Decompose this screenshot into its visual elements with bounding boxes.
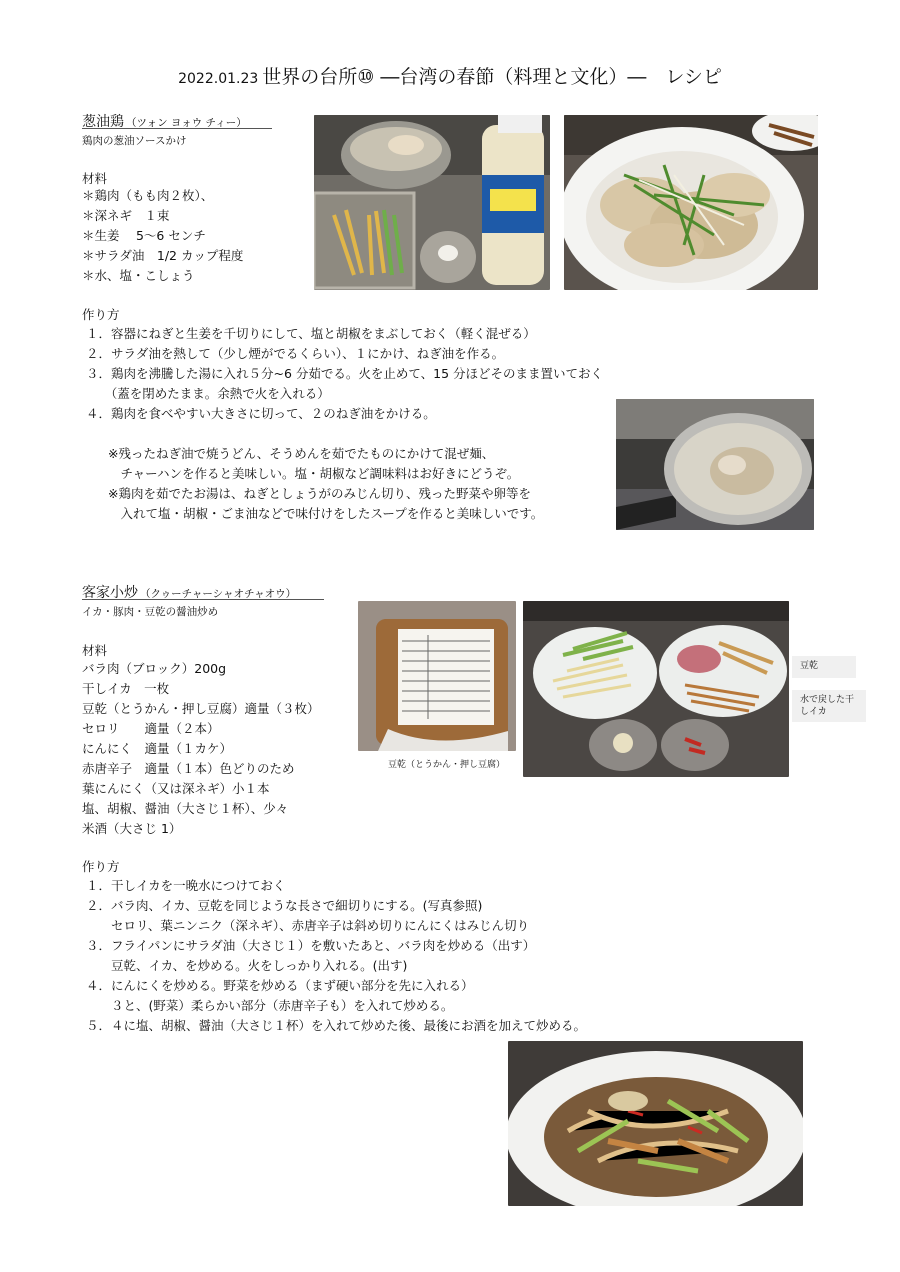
recipe1-notes	[108, 444, 543, 524]
ingredient-item: 赤唐辛子 適量（１本）色どりのため	[82, 761, 295, 776]
recipe1-ingredients	[82, 186, 243, 286]
photo-ingredients-prep	[314, 115, 550, 290]
step-item: （蓋を閉めたまま。余熱で火を入れる）	[86, 386, 330, 401]
photo-scallion-chicken	[564, 115, 818, 290]
step-item: ４．にんにくを炒める。野菜を炒める（まず硬い部分を先に入れる）	[86, 978, 474, 993]
step-item: ３．鶏肉を沸騰した湯に入れ５分~6 分茹でる。火を止めて、15 分ほどそのまま置いておく	[86, 366, 604, 381]
photo-dried-tofu-package	[358, 601, 516, 751]
recipe2-reading: （クゥーチャーシャオチャオウ）	[140, 588, 297, 600]
recipe1-ingredients-label: 材料	[82, 171, 108, 186]
recipe1-underline	[82, 128, 272, 129]
recipe2-ingredients-label: 材料	[82, 643, 108, 658]
photo-caption-dried-tofu: 豆乾（とうかん・押し豆腐）	[388, 760, 506, 770]
recipe1-steps-label: 作り方	[82, 307, 120, 322]
step-item: ４．鶏肉を食べやすい大きさに切って、２のねぎ油をかける。	[86, 406, 436, 421]
step-item: セロリ、葉ニンニク（深ネギ）、赤唐辛子は斜め切りにんにくはみじん切り	[86, 918, 530, 933]
ingredient-item: ＊水、塩・こしょう	[82, 268, 195, 283]
step-item: ３．フライパンにサラダ油（大さじ１）を敷いたあと、バラ肉を炒める（出す）	[86, 938, 536, 953]
ingredient-item: 葉にんにく（又は深ネギ）小１本	[82, 781, 270, 796]
ingredient-item: ＊サラダ油 1/2 カップ程度	[82, 248, 244, 263]
note-item: 入れて塩・胡椒・ごま油などで味付けをしたスープを作ると美味しいです。	[108, 506, 544, 521]
step-item: ５．４に塩、胡椒、醤油（大さじ１杯）を入れて炒めた後、最後にお酒を加えて炒める。	[86, 1018, 587, 1033]
ingredient-item: にんにく 適量（１カケ）	[82, 741, 233, 756]
step-item: ３と、(野菜）柔らかい部分（赤唐辛子も）を入れて炒める。	[86, 998, 454, 1013]
step-item: ２．バラ肉、イカ、豆乾を同じような長さで細切りにする。(写真参照)	[86, 898, 483, 913]
ingredient-item: 米酒（大さじ 1）	[82, 821, 182, 836]
ingredient-item: 豆乾（とうかん・押し豆腐）適量（３枚）	[82, 701, 320, 716]
note-item: ※鶏肉を茹でたお湯は、ねぎとしょうがのみじん切り、残った野菜や卵等を	[108, 486, 531, 501]
photo-stirfry-ingredients	[523, 601, 789, 777]
recipe1-steps	[86, 324, 603, 424]
ingredient-item: ＊深ネギ １束	[82, 208, 170, 223]
step-item: 豆乾、イカ、を炒める。火をしっかり入れる。(出す)	[86, 958, 408, 973]
recipe2-ingredients	[82, 659, 320, 839]
recipe1-reading: （ツォン ヨォウ チィー）	[126, 117, 247, 129]
ingredient-item: ＊鶏肉（もも肉２枚）、	[82, 188, 214, 203]
ingredient-item: ＊生姜 5～6 センチ	[82, 228, 206, 243]
step-item: １．容器にねぎと生姜を千切りにして、塩と胡椒をまぶしておく（軽く混ぜる）	[86, 326, 536, 341]
page-title	[0, 62, 900, 89]
step-item: １．干しイカを一晩水につけておく	[86, 878, 286, 893]
ingredient-item: セロリ 適量（２本）	[82, 721, 220, 736]
page-date: 2022.01.23	[178, 71, 259, 87]
note-item: ※残ったねぎ油で焼うどん、そうめんを茹でたものにかけて混ぜ麺、	[108, 446, 495, 461]
recipe2-name-text: 客家小炒	[82, 585, 138, 601]
recipe2-subtitle: イカ・豚肉・豆乾の醤油炒め	[82, 606, 219, 618]
photo-hakka-stirfry	[508, 1041, 803, 1206]
ingredient-item: バラ肉（ブロック）200g	[82, 661, 227, 676]
label-tag-dried-tofu: 豆乾	[792, 656, 856, 678]
ingredient-item: 塩、胡椒、醤油（大さじ１杯）、少々	[82, 801, 289, 816]
page-title-text: 世界の台所⑩ ―台湾の春節（料理と文化）― レシピ	[262, 66, 722, 88]
recipe2-underline	[82, 599, 324, 600]
recipe2-steps	[86, 876, 586, 1036]
recipe2-steps-label: 作り方	[82, 859, 120, 874]
step-item: ２．サラダ油を熱して（少し煙がでるくらい）、１にかけ、ねぎ油を作る。	[86, 346, 505, 361]
note-item: チャーハンを作ると美味しい。塩・胡椒など調味料はお好きにどうぞ。	[108, 466, 520, 481]
photo-boiling-chicken-pot	[616, 399, 814, 530]
label-tag-dried-squid: 水で戻した干しイカ	[792, 690, 866, 722]
ingredient-item: 干しイカ 一枚	[82, 681, 170, 696]
recipe1-subtitle: 鶏肉の葱油ソースかけ	[82, 135, 187, 147]
recipe1-name-text: 葱油鶏	[82, 114, 124, 130]
